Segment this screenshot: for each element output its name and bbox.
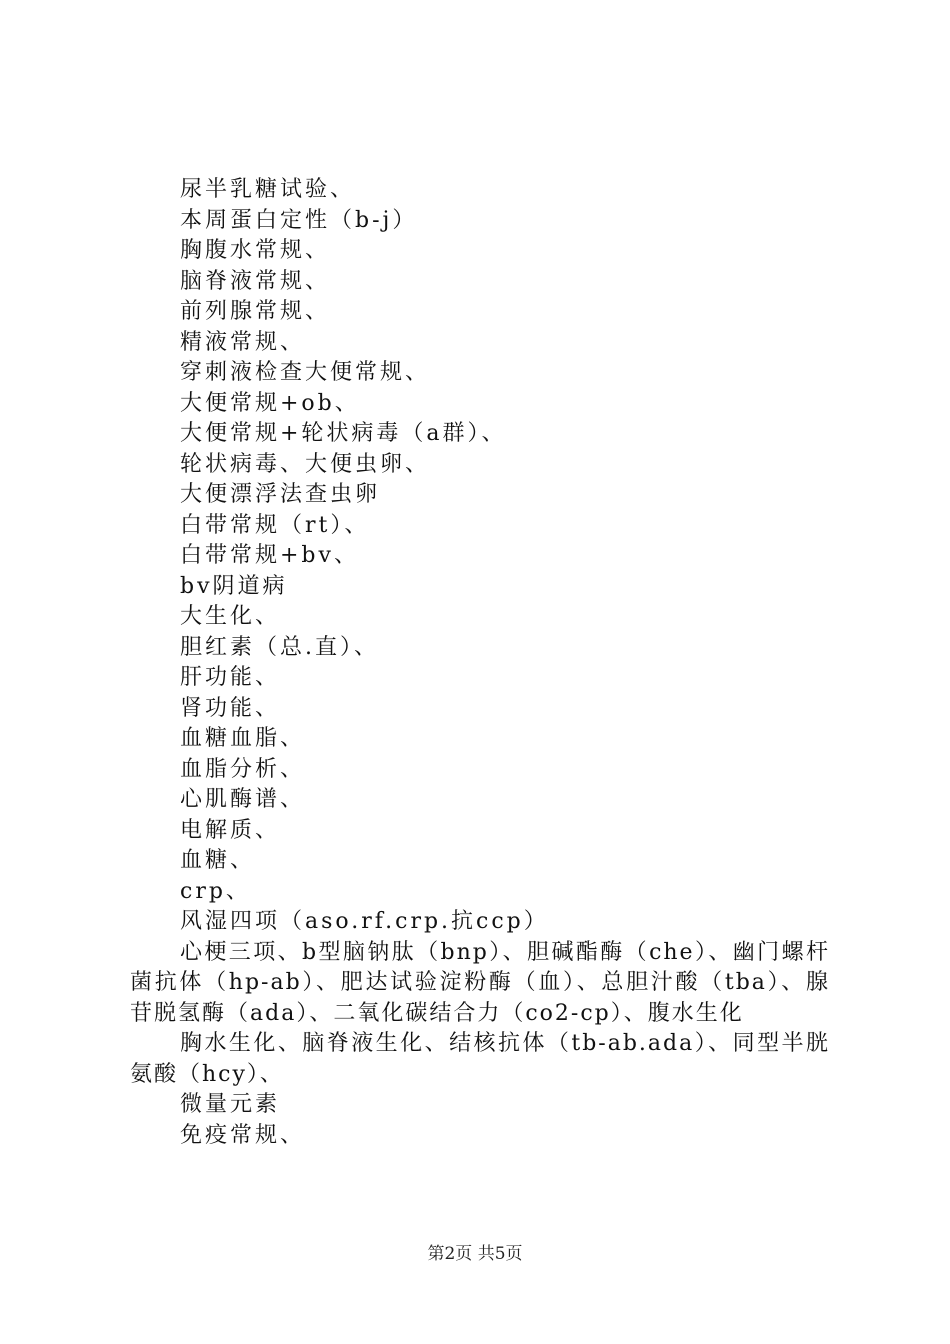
text-line: 前列腺常规、 (180, 299, 331, 324)
text-line: 肝功能、 (180, 665, 281, 690)
text-line: 白带常规（rt）、 (180, 512, 370, 538)
text-line: 心肌酶谱、 (180, 787, 306, 812)
paragraph: 心梗三项、b型脑钠肽（bnp）、胆碱酯酶（che）、幽门螺杆菌抗体（hp-ab）、肥达试验淀粉酶（血）、总胆汁酸（tba）、腺苷脱氢酶（ada）、二氧化碳结合力（co2-cp）、腹水生化 (130, 939, 830, 1026)
text-line: 脑脊液常规、 (180, 268, 331, 294)
text-line: 肾功能、 (180, 695, 281, 721)
text-line: 尿半乳糖试验、 (180, 177, 356, 202)
page-footer: 第2页 共5页 (427, 1244, 523, 1264)
text-line: 大便常规+轮状病毒（a群）、 (180, 421, 507, 446)
text-line: 微量元素 (180, 1092, 281, 1117)
text-line: 白带常规+bv、 (180, 543, 359, 568)
text-line: 大便漂浮法查虫卵 (180, 482, 381, 507)
text-line: 血脂分析、 (180, 756, 306, 782)
text-line: 大便常规+ob、 (180, 390, 360, 416)
text-line: 风湿四项（aso.rf.crp.抗ccp） (180, 909, 549, 934)
text-line: 穿刺液检查大便常规、 (180, 360, 431, 385)
text-line: 血糖、 (180, 848, 256, 873)
text-line: 血糖血脂、 (180, 726, 306, 751)
text-line: 精液常规、 (180, 329, 306, 355)
document-body (130, 175, 830, 1151)
text-line: 免疫常规、 (180, 1122, 306, 1148)
text-line: 胸腹水常规、 (180, 238, 331, 263)
text-line: 电解质、 (180, 817, 281, 843)
text-line: 大生化、 (180, 604, 281, 629)
paragraph: 胸水生化、脑脊液生化、结核抗体（tb-ab.ada）、同型半胱氨酸（hcy）、 (130, 1031, 830, 1087)
text-line: bv阴道病 (180, 573, 288, 599)
text-line: 胆红素（总.直）、 (180, 634, 379, 660)
text-line: crp、 (180, 878, 251, 904)
text-line: 轮状病毒、大便虫卵、 (180, 451, 431, 477)
text-line: 本周蛋白定性（b-j） (180, 207, 418, 233)
